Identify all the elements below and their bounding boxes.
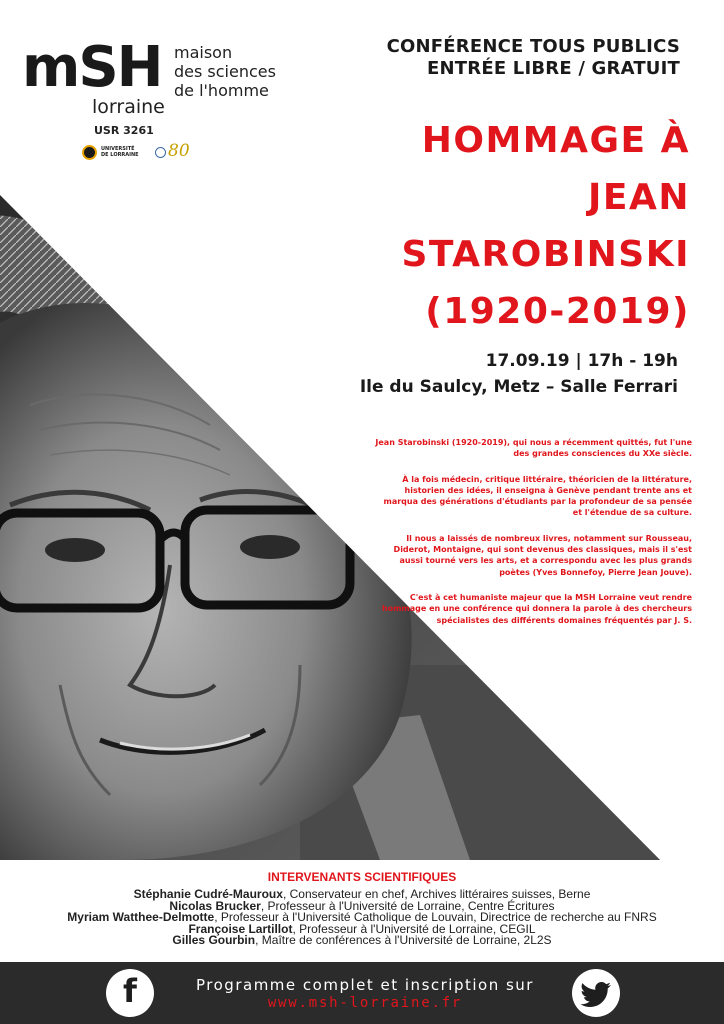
speaker-role: , Professeur à l'Université de Lorraine, Centre Écritures: [260, 898, 555, 913]
logo-mark: mSH: [22, 35, 162, 100]
facebook-icon[interactable]: [106, 969, 154, 1017]
description-paragraph: C'est à cet humaniste majeur que la MSH Lorraine veut rendre hommage en une conférence qui donnera la parole à des chercheurs spécialistes des différents domaines fréquentés par J. S.: [381, 592, 692, 625]
speaker-name: Nicolas Brucker: [169, 898, 261, 913]
conference-info: [387, 36, 680, 80]
website-link[interactable]: www.msh-lorraine.fr: [267, 995, 463, 1011]
footer-caption: Programme complet et inscription sur: [196, 976, 534, 994]
speaker-entry: [0, 935, 724, 947]
title-line: STAROBINSKI: [401, 234, 690, 275]
speakers-list: [0, 889, 724, 947]
anniversary-80-logo: 80: [168, 141, 190, 161]
speaker-name: Myriam Watthee-Delmotte: [67, 910, 215, 924]
speaker-role: , Maître de conférences à l'Université de Lorraine, 2L2S: [255, 933, 552, 947]
event-description: [372, 437, 692, 640]
cnrs-logo-icon: [155, 147, 166, 158]
speaker-name: Françoise Lartillot: [188, 921, 293, 936]
universite-lorraine-label: UNIVERSITÉ DE LORRAINE: [101, 146, 139, 158]
logo-subtitle-line: maison: [174, 43, 233, 62]
msh-logo: [22, 35, 322, 178]
logo-unit: USR 3261: [94, 124, 154, 137]
title-line: JEAN: [588, 177, 690, 218]
description-paragraph: Il nous a laissés de nombreux livres, notamment sur Rousseau, Diderot, Montaigne, qui sont devenus des classiques, mais il s'est aussi tourné vers les arts, et a correspondu avec les plus grands poètes (Yves Bonnefoy, Pierre Jean Jouve).: [393, 533, 692, 577]
speakers-heading: INTERVENANTS SCIENTIFIQUES: [267, 870, 457, 884]
conference-admission: ENTRÉE LIBRE / GRATUIT: [427, 58, 680, 79]
title-line: HOMMAGE À: [421, 120, 690, 161]
speaker-name: Stéphanie Cudré-Mauroux: [133, 887, 283, 901]
speaker-role: , Professeur à l'Université de Lorraine, CEGIL: [292, 921, 536, 936]
facebook-glyph: f: [123, 972, 137, 1010]
twitter-bird-icon: [572, 969, 620, 1017]
logo-subtitle: [174, 43, 276, 100]
footer-bar: [0, 962, 724, 1024]
conference-audience: CONFÉRENCE TOUS PUBLICS: [386, 36, 680, 57]
logo-subtitle-line: des sciences: [174, 62, 276, 81]
description-paragraph: À la fois médecin, critique littéraire, théoricien de la littérature, historien des idées, il enseigna à Genève pendant trente ans et marqua des générations d'étudiants par la profondeur de sa pensée et l'étendue de sa culture.: [383, 474, 692, 518]
description-paragraph: Jean Starobinski (1920-2019), qui nous a récemment quittés, fut l'une des grandes consciences du XXe siècle.: [375, 438, 692, 459]
speaker-role: , Conservateur en chef, Archives littéraires suisses, Berne: [282, 887, 591, 901]
logo-subtitle-line: de l'homme: [174, 81, 269, 100]
logo-region: lorraine: [92, 96, 165, 118]
twitter-icon[interactable]: [572, 969, 620, 1017]
partner-logos: [82, 143, 202, 165]
event-place: Ile du Saulcy, Metz – Salle Ferrari: [359, 377, 678, 397]
event-datetime: 17.09.19 | 17h - 19h: [485, 351, 678, 371]
title-line: (1920-2019): [425, 291, 690, 332]
universite-lorraine-logo-icon: [82, 145, 97, 160]
speaker-role: , Professeur à l'Université Catholique de Louvain, Directrice de recherche au FNRS: [214, 910, 657, 924]
speaker-name: Gilles Gourbin: [172, 933, 256, 947]
